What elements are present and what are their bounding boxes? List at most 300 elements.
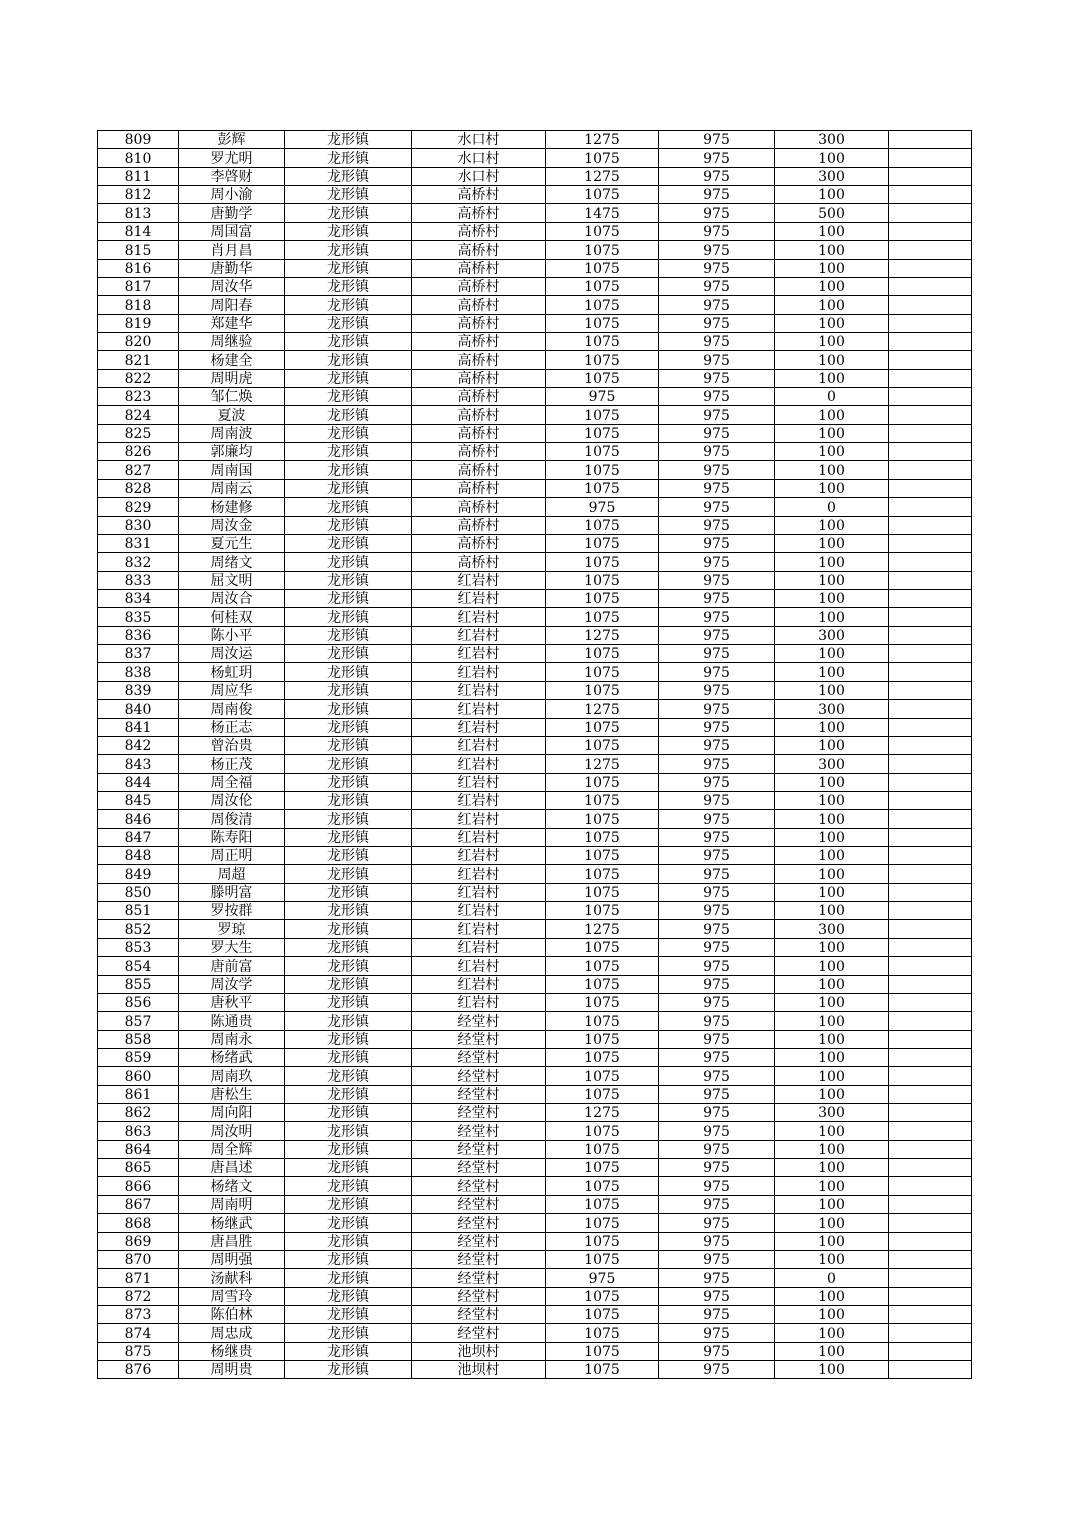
town-cell: 龙形镇 xyxy=(285,626,412,644)
amount-total-cell: 1075 xyxy=(546,461,659,479)
amount-diff-cell: 100 xyxy=(775,314,889,332)
remark-cell xyxy=(889,1306,972,1324)
town-cell: 龙形镇 xyxy=(285,1177,412,1195)
town-cell: 龙形镇 xyxy=(285,608,412,626)
name-cell: 周南永 xyxy=(179,1030,285,1048)
remark-cell xyxy=(889,553,972,571)
town-cell: 龙形镇 xyxy=(285,645,412,663)
amount-base-cell: 975 xyxy=(659,993,775,1011)
amount-base-cell: 975 xyxy=(659,461,775,479)
table-row xyxy=(98,406,972,424)
table-row xyxy=(98,755,972,773)
town-cell: 龙形镇 xyxy=(285,736,412,754)
amount-diff-cell: 100 xyxy=(775,975,889,993)
town-cell: 龙形镇 xyxy=(285,479,412,497)
amount-total-cell: 1075 xyxy=(546,1232,659,1250)
amount-diff-cell: 100 xyxy=(775,1232,889,1250)
name-cell: 周汝伦 xyxy=(179,791,285,809)
amount-diff-cell: 100 xyxy=(775,736,889,754)
name-cell: 周应华 xyxy=(179,681,285,699)
table-row xyxy=(98,626,972,644)
amount-total-cell: 1075 xyxy=(546,718,659,736)
name-cell: 周超 xyxy=(179,865,285,883)
row-number-cell: 818 xyxy=(98,296,179,314)
table-row xyxy=(98,993,972,1011)
village-cell: 经堂村 xyxy=(412,1012,546,1030)
village-cell: 经堂村 xyxy=(412,1287,546,1305)
name-cell: 杨建全 xyxy=(179,351,285,369)
town-cell: 龙形镇 xyxy=(285,1342,412,1360)
table-row xyxy=(98,1361,972,1379)
amount-base-cell: 975 xyxy=(659,424,775,442)
amount-base-cell: 975 xyxy=(659,534,775,552)
amount-total-cell: 1075 xyxy=(546,259,659,277)
remark-cell xyxy=(889,1214,972,1232)
row-number-cell: 875 xyxy=(98,1342,179,1360)
amount-base-cell: 975 xyxy=(659,791,775,809)
row-number-cell: 815 xyxy=(98,241,179,259)
remark-cell xyxy=(889,865,972,883)
village-cell: 红岩村 xyxy=(412,920,546,938)
amount-diff-cell: 100 xyxy=(775,424,889,442)
name-cell: 夏元生 xyxy=(179,534,285,552)
town-cell: 龙形镇 xyxy=(285,1306,412,1324)
amount-base-cell: 975 xyxy=(659,847,775,865)
amount-diff-cell: 100 xyxy=(775,461,889,479)
name-cell: 周阳春 xyxy=(179,296,285,314)
table-row xyxy=(98,902,972,920)
amount-diff-cell: 100 xyxy=(775,1306,889,1324)
amount-base-cell: 975 xyxy=(659,1030,775,1048)
name-cell: 周绪文 xyxy=(179,553,285,571)
amount-diff-cell: 100 xyxy=(775,1067,889,1085)
name-cell: 唐昌胜 xyxy=(179,1232,285,1250)
row-number-cell: 869 xyxy=(98,1232,179,1250)
town-cell: 龙形镇 xyxy=(285,1195,412,1213)
row-number-cell: 828 xyxy=(98,479,179,497)
amount-base-cell: 975 xyxy=(659,1177,775,1195)
row-number-cell: 836 xyxy=(98,626,179,644)
remark-cell xyxy=(889,1030,972,1048)
table-row xyxy=(98,681,972,699)
name-cell: 周南明 xyxy=(179,1195,285,1213)
amount-diff-cell: 0 xyxy=(775,388,889,406)
name-cell: 杨虹玥 xyxy=(179,663,285,681)
town-cell: 龙形镇 xyxy=(285,1067,412,1085)
amount-base-cell: 975 xyxy=(659,204,775,222)
town-cell: 龙形镇 xyxy=(285,1250,412,1268)
amount-base-cell: 975 xyxy=(659,920,775,938)
amount-diff-cell: 100 xyxy=(775,828,889,846)
remark-cell xyxy=(889,186,972,204)
amount-diff-cell: 300 xyxy=(775,700,889,718)
amount-total-cell: 1075 xyxy=(546,351,659,369)
amount-diff-cell: 100 xyxy=(775,663,889,681)
remark-cell xyxy=(889,663,972,681)
village-cell: 红岩村 xyxy=(412,571,546,589)
remark-cell xyxy=(889,1012,972,1030)
remark-cell xyxy=(889,828,972,846)
amount-total-cell: 1075 xyxy=(546,296,659,314)
amount-total-cell: 1075 xyxy=(546,810,659,828)
name-cell: 陈寿阳 xyxy=(179,828,285,846)
row-number-cell: 850 xyxy=(98,883,179,901)
amount-total-cell: 1075 xyxy=(546,1030,659,1048)
name-cell: 杨绪文 xyxy=(179,1177,285,1195)
row-number-cell: 862 xyxy=(98,1104,179,1122)
amount-total-cell: 1075 xyxy=(546,1361,659,1379)
amount-diff-cell: 100 xyxy=(775,1214,889,1232)
village-cell: 红岩村 xyxy=(412,957,546,975)
amount-diff-cell: 100 xyxy=(775,296,889,314)
table-row xyxy=(98,1030,972,1048)
table-row xyxy=(98,883,972,901)
amount-base-cell: 975 xyxy=(659,222,775,240)
amount-total-cell: 1075 xyxy=(546,993,659,1011)
row-number-cell: 843 xyxy=(98,755,179,773)
remark-cell xyxy=(889,645,972,663)
remark-cell xyxy=(889,993,972,1011)
amount-total-cell: 975 xyxy=(546,388,659,406)
amount-base-cell: 975 xyxy=(659,369,775,387)
row-number-cell: 864 xyxy=(98,1140,179,1158)
amount-base-cell: 975 xyxy=(659,167,775,185)
amount-diff-cell: 100 xyxy=(775,938,889,956)
table-row xyxy=(98,1250,972,1268)
amount-base-cell: 975 xyxy=(659,406,775,424)
amount-total-cell: 1075 xyxy=(546,1012,659,1030)
village-cell: 高桥村 xyxy=(412,424,546,442)
village-cell: 红岩村 xyxy=(412,736,546,754)
amount-total-cell: 1075 xyxy=(546,314,659,332)
town-cell: 龙形镇 xyxy=(285,296,412,314)
amount-diff-cell: 100 xyxy=(775,516,889,534)
remark-cell xyxy=(889,516,972,534)
name-cell: 唐昌述 xyxy=(179,1159,285,1177)
name-cell: 杨正茂 xyxy=(179,755,285,773)
amount-total-cell: 1475 xyxy=(546,204,659,222)
row-number-cell: 845 xyxy=(98,791,179,809)
remark-cell xyxy=(889,902,972,920)
data-table xyxy=(97,130,972,1379)
village-cell: 高桥村 xyxy=(412,516,546,534)
town-cell: 龙形镇 xyxy=(285,681,412,699)
town-cell: 龙形镇 xyxy=(285,1324,412,1342)
name-cell: 周国富 xyxy=(179,222,285,240)
amount-total-cell: 1075 xyxy=(546,681,659,699)
amount-diff-cell: 100 xyxy=(775,1012,889,1030)
name-cell: 周明虎 xyxy=(179,369,285,387)
amount-total-cell: 1075 xyxy=(546,773,659,791)
name-cell: 唐勤学 xyxy=(179,204,285,222)
town-cell: 龙形镇 xyxy=(285,938,412,956)
amount-base-cell: 975 xyxy=(659,645,775,663)
amount-base-cell: 975 xyxy=(659,681,775,699)
village-cell: 经堂村 xyxy=(412,1085,546,1103)
town-cell: 龙形镇 xyxy=(285,718,412,736)
table-row xyxy=(98,571,972,589)
amount-base-cell: 975 xyxy=(659,865,775,883)
town-cell: 龙形镇 xyxy=(285,388,412,406)
amount-total-cell: 1075 xyxy=(546,1085,659,1103)
row-number-cell: 813 xyxy=(98,204,179,222)
table-row xyxy=(98,1232,972,1250)
row-number-cell: 871 xyxy=(98,1269,179,1287)
amount-base-cell: 975 xyxy=(659,608,775,626)
remark-cell xyxy=(889,1177,972,1195)
town-cell: 龙形镇 xyxy=(285,332,412,350)
amount-base-cell: 975 xyxy=(659,1250,775,1268)
amount-total-cell: 1075 xyxy=(546,1250,659,1268)
row-number-cell: 870 xyxy=(98,1250,179,1268)
row-number-cell: 830 xyxy=(98,516,179,534)
amount-total-cell: 1275 xyxy=(546,626,659,644)
remark-cell xyxy=(889,1159,972,1177)
name-cell: 罗大生 xyxy=(179,938,285,956)
name-cell: 周向阳 xyxy=(179,1104,285,1122)
amount-total-cell: 1075 xyxy=(546,332,659,350)
table-row xyxy=(98,1067,972,1085)
row-number-cell: 838 xyxy=(98,663,179,681)
village-cell: 红岩村 xyxy=(412,626,546,644)
amount-diff-cell: 100 xyxy=(775,553,889,571)
town-cell: 龙形镇 xyxy=(285,1269,412,1287)
row-number-cell: 854 xyxy=(98,957,179,975)
village-cell: 经堂村 xyxy=(412,1306,546,1324)
remark-cell xyxy=(889,1104,972,1122)
remark-cell xyxy=(889,167,972,185)
amount-diff-cell: 300 xyxy=(775,1104,889,1122)
amount-diff-cell: 100 xyxy=(775,332,889,350)
town-cell: 龙形镇 xyxy=(285,259,412,277)
amount-total-cell: 1075 xyxy=(546,277,659,295)
table-row xyxy=(98,186,972,204)
remark-cell xyxy=(889,369,972,387)
amount-base-cell: 975 xyxy=(659,938,775,956)
town-cell: 龙形镇 xyxy=(285,810,412,828)
amount-diff-cell: 100 xyxy=(775,479,889,497)
amount-base-cell: 975 xyxy=(659,314,775,332)
amount-diff-cell: 100 xyxy=(775,1342,889,1360)
remark-cell xyxy=(889,443,972,461)
table-row xyxy=(98,1122,972,1140)
amount-diff-cell: 100 xyxy=(775,589,889,607)
town-cell: 龙形镇 xyxy=(285,369,412,387)
amount-base-cell: 975 xyxy=(659,1012,775,1030)
village-cell: 经堂村 xyxy=(412,1177,546,1195)
name-cell: 周小渝 xyxy=(179,186,285,204)
row-number-cell: 848 xyxy=(98,847,179,865)
name-cell: 唐前富 xyxy=(179,957,285,975)
row-number-cell: 867 xyxy=(98,1195,179,1213)
amount-base-cell: 975 xyxy=(659,1048,775,1066)
amount-diff-cell: 100 xyxy=(775,277,889,295)
table-row xyxy=(98,131,972,149)
table-row xyxy=(98,498,972,516)
row-number-cell: 817 xyxy=(98,277,179,295)
name-cell: 唐秋平 xyxy=(179,993,285,1011)
amount-total-cell: 975 xyxy=(546,1269,659,1287)
town-cell: 龙形镇 xyxy=(285,1048,412,1066)
amount-total-cell: 1075 xyxy=(546,791,659,809)
village-cell: 池坝村 xyxy=(412,1342,546,1360)
amount-base-cell: 975 xyxy=(659,351,775,369)
amount-total-cell: 1075 xyxy=(546,589,659,607)
table-row xyxy=(98,1324,972,1342)
row-number-cell: 857 xyxy=(98,1012,179,1030)
amount-base-cell: 975 xyxy=(659,828,775,846)
town-cell: 龙形镇 xyxy=(285,1030,412,1048)
town-cell: 龙形镇 xyxy=(285,1140,412,1158)
amount-total-cell: 1075 xyxy=(546,1048,659,1066)
row-number-cell: 849 xyxy=(98,865,179,883)
amount-total-cell: 975 xyxy=(546,498,659,516)
table-row xyxy=(98,1104,972,1122)
town-cell: 龙形镇 xyxy=(285,571,412,589)
amount-diff-cell: 100 xyxy=(775,902,889,920)
amount-diff-cell: 100 xyxy=(775,883,889,901)
remark-cell xyxy=(889,883,972,901)
remark-cell xyxy=(889,259,972,277)
table-row xyxy=(98,351,972,369)
remark-cell xyxy=(889,791,972,809)
amount-diff-cell: 100 xyxy=(775,791,889,809)
village-cell: 高桥村 xyxy=(412,351,546,369)
village-cell: 红岩村 xyxy=(412,589,546,607)
name-cell: 肖月昌 xyxy=(179,241,285,259)
remark-cell xyxy=(889,608,972,626)
table-row xyxy=(98,1159,972,1177)
row-number-cell: 827 xyxy=(98,461,179,479)
remark-cell xyxy=(889,1140,972,1158)
remark-cell xyxy=(889,351,972,369)
table-row xyxy=(98,700,972,718)
remark-cell xyxy=(889,1048,972,1066)
village-cell: 经堂村 xyxy=(412,1140,546,1158)
remark-cell xyxy=(889,277,972,295)
name-cell: 李啓财 xyxy=(179,167,285,185)
amount-base-cell: 975 xyxy=(659,1214,775,1232)
amount-base-cell: 975 xyxy=(659,149,775,167)
remark-cell xyxy=(889,461,972,479)
amount-total-cell: 1075 xyxy=(546,865,659,883)
amount-diff-cell: 100 xyxy=(775,957,889,975)
village-cell: 红岩村 xyxy=(412,938,546,956)
amount-base-cell: 975 xyxy=(659,902,775,920)
table-row xyxy=(98,1287,972,1305)
remark-cell xyxy=(889,589,972,607)
amount-base-cell: 975 xyxy=(659,388,775,406)
row-number-cell: 858 xyxy=(98,1030,179,1048)
amount-base-cell: 975 xyxy=(659,516,775,534)
row-number-cell: 859 xyxy=(98,1048,179,1066)
village-cell: 红岩村 xyxy=(412,718,546,736)
row-number-cell: 842 xyxy=(98,736,179,754)
table-row xyxy=(98,204,972,222)
amount-diff-cell: 100 xyxy=(775,369,889,387)
amount-diff-cell: 100 xyxy=(775,259,889,277)
village-cell: 红岩村 xyxy=(412,883,546,901)
remark-cell xyxy=(889,332,972,350)
name-cell: 罗尤明 xyxy=(179,149,285,167)
amount-base-cell: 975 xyxy=(659,1122,775,1140)
table-row xyxy=(98,1195,972,1213)
row-number-cell: 810 xyxy=(98,149,179,167)
amount-base-cell: 975 xyxy=(659,663,775,681)
amount-base-cell: 975 xyxy=(659,131,775,149)
village-cell: 红岩村 xyxy=(412,773,546,791)
village-cell: 高桥村 xyxy=(412,241,546,259)
amount-base-cell: 975 xyxy=(659,1342,775,1360)
table-row xyxy=(98,718,972,736)
name-cell: 周南国 xyxy=(179,461,285,479)
row-number-cell: 863 xyxy=(98,1122,179,1140)
amount-base-cell: 975 xyxy=(659,1232,775,1250)
row-number-cell: 816 xyxy=(98,259,179,277)
name-cell: 杨正志 xyxy=(179,718,285,736)
remark-cell xyxy=(889,920,972,938)
remark-cell xyxy=(889,1067,972,1085)
name-cell: 周正明 xyxy=(179,847,285,865)
row-number-cell: 861 xyxy=(98,1085,179,1103)
village-cell: 红岩村 xyxy=(412,755,546,773)
village-cell: 红岩村 xyxy=(412,902,546,920)
town-cell: 龙形镇 xyxy=(285,1104,412,1122)
village-cell: 红岩村 xyxy=(412,608,546,626)
town-cell: 龙形镇 xyxy=(285,167,412,185)
remark-cell xyxy=(889,755,972,773)
table-row xyxy=(98,736,972,754)
amount-total-cell: 1275 xyxy=(546,1104,659,1122)
remark-cell xyxy=(889,718,972,736)
table-row xyxy=(98,975,972,993)
amount-total-cell: 1075 xyxy=(546,608,659,626)
amount-total-cell: 1075 xyxy=(546,663,659,681)
row-number-cell: 822 xyxy=(98,369,179,387)
amount-base-cell: 975 xyxy=(659,553,775,571)
name-cell: 周汝明 xyxy=(179,1122,285,1140)
amount-diff-cell: 100 xyxy=(775,718,889,736)
amount-total-cell: 1075 xyxy=(546,828,659,846)
table-row xyxy=(98,1269,972,1287)
village-cell: 红岩村 xyxy=(412,810,546,828)
name-cell: 周汝金 xyxy=(179,516,285,534)
table-row xyxy=(98,1048,972,1066)
amount-base-cell: 975 xyxy=(659,589,775,607)
name-cell: 夏波 xyxy=(179,406,285,424)
town-cell: 龙形镇 xyxy=(285,902,412,920)
village-cell: 高桥村 xyxy=(412,461,546,479)
village-cell: 红岩村 xyxy=(412,865,546,883)
amount-total-cell: 1075 xyxy=(546,902,659,920)
name-cell: 屈文明 xyxy=(179,571,285,589)
name-cell: 罗琼 xyxy=(179,920,285,938)
name-cell: 周雪玲 xyxy=(179,1287,285,1305)
row-number-cell: 839 xyxy=(98,681,179,699)
name-cell: 周南云 xyxy=(179,479,285,497)
remark-cell xyxy=(889,204,972,222)
remark-cell xyxy=(889,1195,972,1213)
row-number-cell: 837 xyxy=(98,645,179,663)
town-cell: 龙形镇 xyxy=(285,663,412,681)
amount-total-cell: 1075 xyxy=(546,736,659,754)
amount-total-cell: 1075 xyxy=(546,186,659,204)
table-row xyxy=(98,865,972,883)
remark-cell xyxy=(889,296,972,314)
amount-diff-cell: 100 xyxy=(775,1361,889,1379)
amount-diff-cell: 0 xyxy=(775,498,889,516)
town-cell: 龙形镇 xyxy=(285,553,412,571)
